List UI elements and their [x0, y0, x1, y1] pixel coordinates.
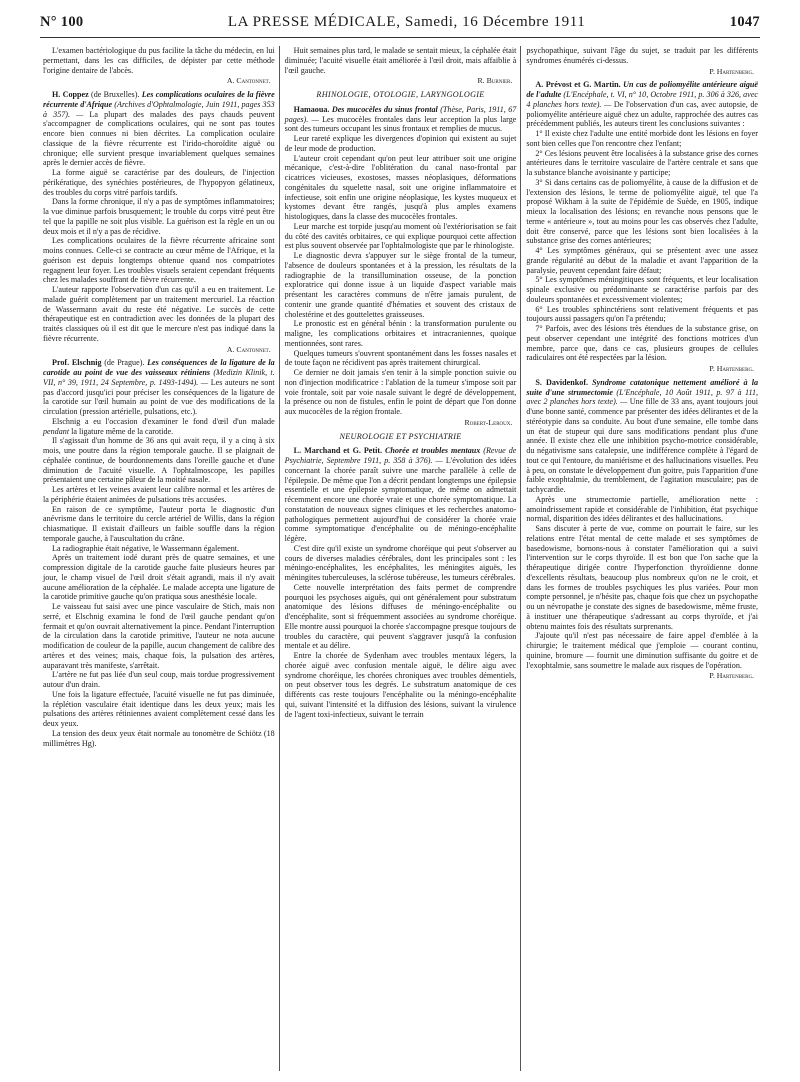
- paragraph: Une fois la ligature effectuée, l'acuité visuelle ne fut pas diminuée, la réplétion vasculaire était identique dans les deux yeux; mais les pulsations des artères rétiniennes avaient complètement cessé dans les deux yeux.: [43, 689, 275, 728]
- paragraph: J'ajoute qu'il n'est pas nécessaire de faire appel d'emblée à la chirurgie; le traitement médical que j'emploie — courant continu, quinine, bromure — fournit une diminution suffisante du goitre et de l'exophtalmie, sans soumettre le malade aux risques de l'opération.: [526, 631, 759, 670]
- paragraph: C'est dire qu'il existe un syndrome choréique qui peut s'observer au cours de diverses maladies cérébrales, dont les principales sont : les méningo-encéphalites, les encéphalites, les méningites aiguës, les méningites tuberculeuses, la sclérose tubéreuse, les tumeurs cérébrales.: [284, 543, 517, 582]
- page-number: 1047: [729, 14, 760, 30]
- paragraph: La tension des deux yeux était normale au tonomètre de Schiötz (18 millimètres Hg).: [43, 728, 275, 748]
- paragraph: Après une strumectomie partielle, amélioration nette : amoindrissement rapide et considérable de l'inhibition, état psychique normal, disparition des idées délirantes et des hallucinations.: [526, 494, 759, 524]
- paragraph: Cette nouvelle interprétation des faits permet de comprendre pourquoi les psychoses aiguës, qui ont généralement pour substratum anatomique des lésions diffuses de méningo-encéphalite ou d'encéphalite, sont si fréquemment associées au syndrome choréique. Elle montre aussi pourquoi la chorée s'accompagne presque toujours de troubles du caractère, qui peuvent s'aggraver jusqu'à la confusion mentale et au délire.: [284, 582, 517, 651]
- article-title: Des mucocèles du sinus frontal: [329, 104, 438, 114]
- article-davidenkof: [526, 378, 758, 681]
- paragraph: Après un traitement iodé durant près de quatre semaines, et une compression digitale de la carotide gauche faite plusieurs heures par jour, le champ visuel de l'œil droit s'était agrandi, mais il n'y avait aucune amélioration de la céphalée. Le malade accepta une ligature de la carotide primitive gauche qu'on pratiqua sous anesthésie locale.: [43, 553, 275, 602]
- paragraph: Il s'agissait d'un homme de 36 ans qui avait reçu, il y a cinq à six mois, une poutre dans la région temporale gauche. Il se plaignait de céphalée continue, de bourdonnements dans l'oreille gauche et d'une diminution de l'acuité visuelle. A l'ophtalmoscope, les papilles présentaient une certaine pâleur de la moitié nasale.: [43, 436, 275, 485]
- article-title: Syndrome catatonique nettement amélioré à la suite d'une strumectomie: [526, 377, 759, 397]
- paragraph: 5° Les symptômes méningitiques sont fréquents, et leur localisation spinale exclusive ou prédominante se caractérise parfois par des douleurs spontanées et excessivement violentes;: [526, 275, 759, 304]
- text-run: Elschnig a eu l'occasion d'examiner le fond d'œil d'un malade: [52, 416, 275, 426]
- section-heading: RHINOLOGIE, OTOLOGIE, LARYNGOLOGIE: [316, 90, 485, 99]
- paragraph: Les complications oculaires de la fièvre récurrente africaine sont moins connues. Celle-ci se contracte au cœur même de l'Afrique, et la guérison est depuis longtemps obtenue quand nos compatriotes regagnent leur foyer. Les troubles visuels seraient cependant fréquents chez les malades souffrant de fièvre récurrente.: [43, 236, 275, 285]
- article-affiliation: (de Prague).: [101, 358, 148, 368]
- paragraph: Entre la chorée de Sydenham avec troubles mentaux légers, la chorée aiguë avec confusion mentale aiguë, le délire aigu avec syndrome choréique, les chorées chroniques avec troubles démentiels, on peut observer tous les degrés. Le substratum anatomique de ces différents cas reste toujours l'encéphalite ou la méningo-encéphalite qui, suivant l'intensité et la diffusion des lésions, suivant la virulence de l'agent toxi-infectieux, suivant le terrain: [284, 651, 517, 719]
- article-reference: (Medizin Klinik, t. VII, n° 39, 1911, 24 Septembre, p. 1493-1494). —: [43, 368, 275, 387]
- paragraph: Le vaisseau fut saisi avec une pince vasculaire de Stich, mais non serré, et Elschnig examina le fond de l'œil gauche pendant qu'on fermait et qu'on ouvrait alternativement la pince. Pendant l'interruption de la circulation dans la carotide primitive, l'auteur ne nota aucune modification de couleur de la papille, aucun changement de calibre des artères et des veines; mais, chaque fois, la pulsation des artères, auparavant très manifeste, s'arrêtait.: [43, 602, 275, 670]
- paragraph: Les artères et les veines avaient leur calibre normal et les artères de la périphérie étaient animées de pulsations très accusées.: [43, 485, 275, 504]
- paragraph: 2° Ces lésions peuvent être localisées à la substance grise des cornes antérieures dans le territoire vasculaire de l'artère centrale et sans que la substance blanche avoisinante y participe;: [526, 148, 759, 177]
- article-prevost-martin: [526, 80, 758, 374]
- journal-title: LA PRESSE MÉDICALE, Samedi, 16 Décembre 1911: [227, 14, 586, 30]
- article-author: S. Davidenkof.: [535, 377, 589, 387]
- column-3: [520, 46, 762, 1071]
- paragraph: Leur marche est torpide jusqu'au moment où l'extériorisation se fait du côté des cavités orbitaires, ce qui explique pourquoi cette affection est plus souvent observée par l'ophtalmologiste que par le rhinologiste.: [284, 221, 517, 251]
- signature: A. Cantonnet.: [226, 344, 271, 354]
- paragraph: Quelques tumeurs s'ouvrent spontanément dans les fosses nasales et de toute façon ne récidivent pas après traitement chirurgical.: [284, 348, 517, 368]
- paragraph: Dans la forme chronique, il n'y a pas de symptômes inflammatoires; la vue diminue parfois brusquement; le trouble du corps vitré peut être tel que la papille ne soit plus visible. La guérison est la règle en un ou deux mois et il n'y a pas de récidive.: [43, 197, 275, 236]
- signature: A. Cantonnet.: [226, 76, 271, 86]
- paragraph: 1° Il existe chez l'adulte une entité morbide dont les lésions en foyer sont bien celles que l'on rencontre chez l'enfant;: [526, 129, 759, 148]
- article-hamaoua: [285, 105, 517, 428]
- article-body: Les mucocèles frontales dans leur acception la plus large sont des tumeurs occupant les sinus frontaux et remplies de mucus.: [284, 114, 517, 134]
- article-reference: (Archives d'Ophtalmologie, Juin 1911, pages 353 à 357). —: [43, 99, 275, 119]
- article-body: La plupart des malades des pays chauds peuvent s'accompagner de complications oculaires, qui ne sont pas toutes encore bien connues ni bien décrites. La complication oculaire classique de la fièvre récurrente est l'irido-choroïdite aiguë ou chronique; elle survient presque invariablement quelques semaines après le dernier accès de fièvre.: [43, 109, 275, 168]
- article-title: Un cas de poliomyélite antérieure aiguë de l'adulte: [526, 80, 759, 99]
- paragraph: La forme aiguë se caractérise par des douleurs, de l'injection périkératique, des synéchies postérieures, de l'hypopyon gélatineux, des troubles du corps vitré parfois tardifs.: [43, 168, 275, 197]
- paragraph: Sans discuter à perte de vue, comme on pourrait le faire, sur les relations entre l'état mental de cette malade et ses symptômes de basedowisme, bornons-nous à constater l'amélioration qui a suivi l'intervention sur le corps thyroïde. Il est bon que l'on sache que la thérapeutique dirigée contre l'hyperfonction thyroïdienne donne d'excellents résultats, beaucoup plus nombreux qu'on ne le croit, et dans les formes de troubles psychiques les plus variées. Pour mon compte personnel, je n'hésite pas, chaque fois que chez un psychopathe ou un névropathe je constate des signes de basedowisme, même fruste, à instituer une thérapeutique s'adressant au corps thyroïde, et j'ai obtenu maintes fois des résultats surprenants.: [526, 524, 759, 631]
- paragraph: 3° Si dans certains cas de poliomyélite, à cause de la diffusion et de l'extension des lésions, le terme de poliomyélite aiguë, tel que l'a proposé Wikham à la suite de l'épidémie de Suède, en 1905, indique mieux la localisation des lésions; en revanche nous pensons que le terme « antérieure », tout au moins pour les cas observés chez l'adulte, doit être conservé, parce que les lésions sont bien localisées à la substance grise des cornes antérieures;: [526, 177, 759, 246]
- column-2: [279, 46, 521, 1071]
- intro-paragraph: L'examen bactériologique du pus facilite la tâche du médecin, en lui permettant, dans les cas difficiles, de dépister par cette méthode l'origine dentaire de l'abcès.: [43, 46, 275, 75]
- article-title: Chorée et troubles mentaux: [382, 446, 481, 456]
- paragraph: L'auteur rapporte l'observation d'un cas qu'il a eu en traitement. Le malade guérit complètement par un traitement mercuriel. La réaction de Wassermann avait du reste été négative. Le succès de cette thérapeutique est en contradiction avec les données de la plupart des traités classiques où il est dit que le mercure n'est pas indiqué dans la fièvre récurrente.: [43, 285, 275, 343]
- article-reference: (Thèse, Paris, 1911, 67 pages). —: [284, 104, 517, 124]
- article-body: L'évolution des idées concernant la chorée paraît suivre une marche parallèle à celle de l'épilepsie. De même que l'on a décrit pendant longtemps une épilepsie essentielle et une épilepsie symptomatique, de même on admettait récemment encore une chorée vraie et une chorée symptomatique. La constatation de nouveaux signes cliniques et les recherches anatomo-pathologiques permettent aujourd'hui de considérer la chorée vraie comme symptomatique d'encéphalite ou de méningo-encéphalite légère.: [284, 456, 517, 543]
- paragraph: 6° Les troubles sphinctériens sont relativement fréquents et pas toujours aussi passagers qu'on l'a prétendu;: [526, 304, 759, 324]
- article-author: A. Prévost et G. Martin.: [535, 80, 621, 90]
- issue-number: N° 100: [40, 14, 84, 30]
- signature: P. Hartenberg.: [709, 364, 755, 373]
- header-rule: [40, 37, 760, 38]
- paragraph: La radiographie était négative, le Wassermann également.: [52, 543, 240, 553]
- signature: P. Hartenberg.: [709, 66, 755, 76]
- paragraph: L'auteur croit cependant qu'on peut leur attribuer soit une origine mécanique, c'est-à-dire l'oblitération du canal naso-frontal par cicatrices vicieuses, exostoses, masses néoplasiques, déformations congénitales du squelette nasal, soit une origine inflammatoire et infectieuse, soit enfin une origine néoplasique, les kystes muqueux et kystomes devant être rangés, jusqu'à plus amples examens histologiques, dans la classe des mucocèles frontales.: [284, 153, 517, 221]
- article-reference: (L'Encéphale, t. VI, n° 10, Octobre 1911, p. 306 à 326, avec 4 planches hors texte). —: [526, 90, 759, 109]
- article-elschnig: [43, 358, 275, 748]
- article-reference: (L'Encéphale, 10 Août 1911, p. 97 à 111, avec 2 planches hors texte). —: [526, 387, 759, 407]
- section-heading: NEUROLOGIE ET PSYCHIATRIE: [339, 431, 462, 441]
- article-title: Les conséquences de la ligature de la carotide au point de vue des vaisseaux rétiniens: [43, 358, 275, 377]
- emphasis: pendant: [43, 426, 70, 436]
- article-marchand-petit: [285, 446, 517, 719]
- paragraph: [43, 417, 275, 437]
- paragraph: 7° Parfois, avec des lésions très étendues de la substance grise, on peut observer cependant une intégrité des fonctions motrices d'un membre, parce que, dans ce cas, plusieurs groupes de cellules radiculaires ont été respectées par la lésion.: [526, 324, 759, 363]
- paragraph: Le diagnostic devra s'appuyer sur le siège frontal de la tumeur, l'absence de douleurs spontanées et à la pression, les résultats de la radiographie de la transillumination osseuse, de la ponction exploratrice qui donne issue à un liquide d'aspect variable mais présentant les caractères communs de n'être jamais purulent, de contenir une grande quantité d'hématies et souvent des cristaux de cholestérine et des gouttelettes graisseuses.: [284, 251, 517, 319]
- column-1: [38, 46, 279, 1071]
- paragraph: Le pronostic est en général bénin : la transformation purulente ou maligne, les complications orbitaires et intracraniennes, quoique mentionnées, sont rares.: [284, 319, 517, 348]
- article-affiliation: (de Bruxelles).: [88, 90, 142, 99]
- article-title: Les complications oculaires de la fièvre récurrente d'Afrique: [43, 90, 275, 109]
- paragraph: psychopathique, suivant l'âge du sujet, se traduit par les différents syndromes énumérés ci-dessus.: [526, 46, 759, 65]
- text-run: la ligature même de la carotide.: [69, 426, 174, 436]
- paragraph: En raison de ce symptôme, l'auteur porta le diagnostic d'un anévrisme dans le territoire du cercle artériel de Willis, dans la région chiasmatique. Il existait d'ailleurs un faible souffle dans la région temporale gauche, à l'auscultation du crâne.: [43, 504, 275, 543]
- article-body: Une fille de 33 ans, ayant toujours joui d'une bonne santé, commence par présenter des idées délirantes et de la stéréotypie dans sa conduite. Au bout d'une semaine, elle tombe dans un état de stupeur qui dure sans modifications pendant plus d'une année. Il existe chez elle une inhibition psycho-motrice considérable, du négativisme sans catalepsie, une indifférence complète à l'égard de tout ce qui l'entoure, du maniérisme et des hallucinations visuelles. Peu à peu, on constate le développement d'un goitre, puis l'apparition d'une faible exophtalmie, du tremblement, de l'agitation musculaire; pas de tachycardie.: [526, 397, 759, 494]
- article-author: L. Marchand et G. Petit.: [293, 446, 383, 456]
- paragraph: Ce dernier ne doit jamais s'en tenir à la simple ponction suivie ou non d'injection modificatrice : l'ablation de la tumeur s'impose soit par voie frontale, soit par voie nasale suivant le degré de développement, la présence ou non de fistules, enfin le point de départ que l'on donne aux mucocèles de la région frontale.: [284, 368, 517, 416]
- signature: Robert-Leroux.: [464, 417, 513, 427]
- article-coppez: [43, 90, 275, 354]
- signature: R. Burnier.: [477, 76, 513, 86]
- paragraph: Huit semaines plus tard, le malade se sentait mieux, la céphalée était diminuée; l'acuité visuelle était améliorée à l'œil droit, mais affaiblie à l'œil gauche.: [284, 46, 517, 75]
- columns: [38, 46, 762, 1071]
- article-author: H. Coppez: [52, 90, 89, 99]
- page-header: [40, 14, 760, 36]
- paragraph: L'artère ne fut pas liée d'un seul coup, mais tordue progressivement autour d'un drain.: [43, 670, 275, 689]
- article-body: Les auteurs ne sont pas d'accord jusqu'ici pour préciser les conséquences de la ligature de la carotide sur l'œil humain au point de vue des modifications de la circulation (pression artérielle, pulsations, etc.).: [43, 377, 275, 416]
- article-body: De l'observation d'un cas, avec autopsie, de poliomyélite antérieure aiguë chez un adulte, rapprochée des autres cas précédemment publiés, les auteurs tirent les conclusions suivantes :: [526, 99, 759, 129]
- paragraph: Leur rareté explique les divergences d'opinion qui existent au sujet de leur mode de production.: [284, 134, 517, 153]
- article-reference: (Revue de Psychiatrie, Septembre 1911, p. 358 à 376). —: [284, 446, 517, 465]
- article-author: Hamaoua.: [293, 104, 330, 114]
- signature: P. Hartenberg.: [709, 671, 755, 681]
- article-author: Prof. Elschnig: [52, 358, 102, 368]
- paragraph: 4° Les symptômes généraux, qui se présentent avec une assez grande régularité au début de la maladie et avant l'apparition de la paralysie, peuvent cependant faire défaut;: [526, 246, 759, 275]
